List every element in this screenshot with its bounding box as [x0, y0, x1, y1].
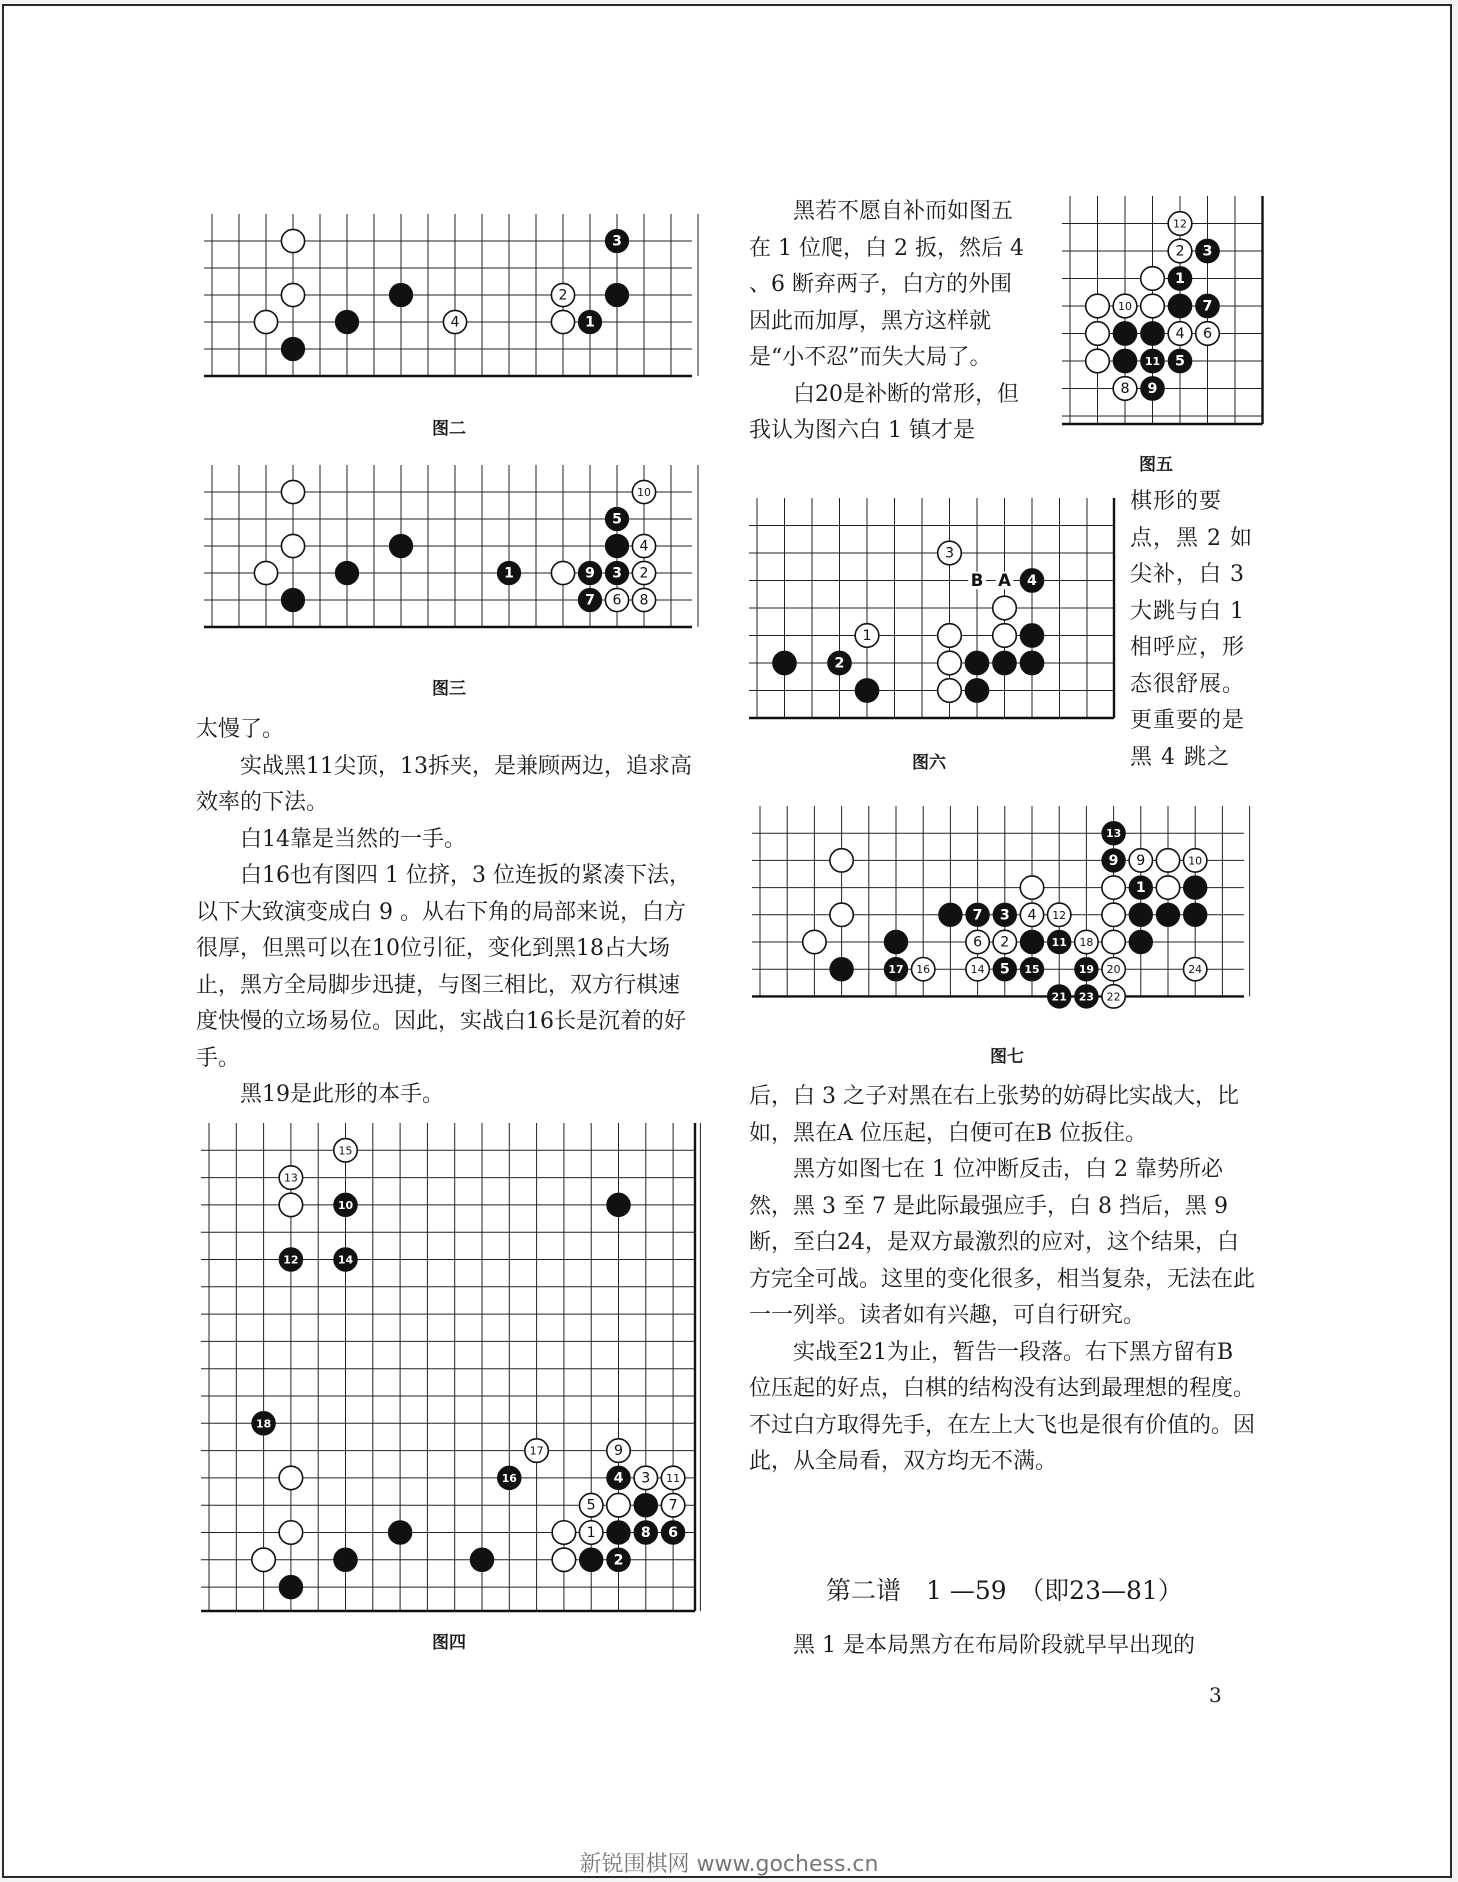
black-stone [1168, 267, 1192, 291]
black-stone [1102, 822, 1125, 845]
white-stone [525, 1439, 548, 1462]
move-number: 23 [1078, 990, 1094, 1004]
black-stone [1102, 849, 1125, 872]
white-stone [279, 1521, 302, 1544]
section-heading: 第二谱 1 —59 （即23—81） [826, 1576, 1183, 1605]
white-stone [254, 561, 277, 584]
white-stone [966, 958, 989, 981]
black-stone [334, 1193, 357, 1216]
white-stone [830, 849, 853, 872]
book-page [2, 4, 1452, 1878]
black-stone [605, 229, 628, 252]
white-stone [579, 1493, 602, 1516]
fig6-caption: 图六 [912, 753, 946, 773]
move-number: 2 [613, 1552, 624, 1569]
right-text-narrow [1130, 484, 1258, 776]
black-stone [578, 561, 601, 584]
white-stone [605, 588, 628, 611]
black-stone [1020, 569, 1044, 593]
fig4-caption: 图四 [432, 1633, 466, 1653]
move-number: 8 [640, 1525, 651, 1541]
move-number: 5 [612, 511, 622, 528]
white-stone [1156, 876, 1179, 899]
white-stone [279, 1466, 302, 1489]
move-number: 12 [283, 1253, 299, 1267]
move-number: 2 [834, 655, 845, 672]
white-stone [1129, 849, 1152, 872]
black-stone [1141, 377, 1165, 401]
go-diagram-fig5 [1062, 196, 1274, 428]
white-stone [551, 283, 574, 306]
move-number: 5 [999, 961, 1010, 978]
move-number: 4 [1027, 907, 1037, 924]
right-text-end [749, 1628, 1257, 1665]
black-stone [939, 903, 962, 926]
black-stone [579, 1548, 602, 1571]
move-number: 17 [888, 963, 904, 977]
white-stone [552, 1521, 575, 1544]
move-number: 17 [529, 1444, 544, 1458]
white-stone [1102, 876, 1125, 899]
black-stone [965, 651, 989, 675]
move-number: 4 [639, 538, 649, 555]
black-stone [1020, 624, 1044, 648]
white-stone [334, 1139, 357, 1162]
move-number: 8 [1120, 381, 1130, 397]
white-stone [607, 1439, 630, 1462]
white-stone [552, 1548, 575, 1571]
paragraph: 白14靠是当然的一手。 [240, 826, 466, 852]
move-number: 6 [1202, 326, 1213, 342]
paragraph: 黑若不愿自补而如图五在 1 位爬，白 2 扳，然后 4 、6 断弃两子，白方的外围因此而加厚，黑方这样就是“小不忍”而失大局了。 [749, 199, 1024, 370]
black-stone [1141, 322, 1165, 346]
black-stone [1048, 985, 1071, 1008]
move-number: 9 [1108, 852, 1119, 869]
white-stone [1184, 958, 1207, 981]
white-stone [252, 1548, 275, 1571]
move-number: 11 [666, 1471, 681, 1485]
white-stone [281, 480, 304, 503]
black-stone [607, 1193, 630, 1216]
move-number: 20 [1106, 963, 1121, 977]
move-number: 18 [256, 1417, 272, 1431]
go-diagram-fig7 [752, 806, 1246, 1024]
white-stone [281, 229, 304, 252]
fig5-caption: 图五 [1139, 455, 1173, 475]
white-stone [1075, 930, 1098, 953]
black-stone [279, 1248, 302, 1271]
board-label: B [970, 571, 984, 590]
move-number: 22 [1106, 990, 1121, 1004]
move-number: 4 [613, 1470, 624, 1487]
paragraph: 实战黑11尖顶，13拆夹，是兼顾两边，追求高效率的下法。 [196, 753, 692, 815]
white-stone [1184, 849, 1207, 872]
black-stone [966, 903, 989, 926]
paragraph: 棋形的要点，黑 2 如尖补，白 3 大跳与白 1 相呼应，形态很舒展。更重要的是黑 4 跳之 [1130, 489, 1253, 770]
move-number: 9 [1147, 381, 1158, 397]
white-stone [1020, 903, 1043, 926]
move-number: 1 [504, 565, 514, 582]
white-stone [1141, 294, 1165, 318]
white-stone [634, 1466, 657, 1489]
move-number: 3 [612, 233, 622, 250]
right-text-lower [749, 1079, 1257, 1481]
black-stone [634, 1521, 657, 1544]
move-number: 14 [337, 1253, 354, 1267]
move-number: 4 [1175, 326, 1185, 342]
move-number: 15 [1024, 963, 1040, 977]
black-stone [605, 534, 628, 557]
white-stone [1086, 349, 1110, 373]
black-stone [389, 534, 412, 557]
go-diagram-fig2 [204, 214, 694, 394]
black-stone [470, 1548, 493, 1571]
move-number: 12 [1052, 908, 1067, 922]
right-text-top [749, 194, 1029, 450]
move-number: 13 [1106, 827, 1122, 841]
white-stone [632, 561, 655, 584]
black-stone [607, 1548, 630, 1571]
white-stone [1196, 322, 1220, 346]
black-stone [281, 588, 304, 611]
white-stone [661, 1493, 684, 1516]
black-stone [389, 283, 412, 306]
black-stone [1075, 985, 1098, 1008]
black-stone [1020, 958, 1043, 981]
move-number: 1 [1175, 271, 1185, 287]
move-number: 2 [558, 287, 568, 304]
white-stone [938, 679, 962, 703]
move-number: 1 [586, 1525, 596, 1541]
black-stone [634, 1493, 657, 1516]
move-number: 10 [337, 1198, 354, 1212]
black-stone [607, 1466, 630, 1489]
white-stone [1141, 267, 1165, 291]
fig2-caption: 图二 [432, 419, 466, 439]
white-stone [938, 624, 962, 648]
white-stone [1168, 239, 1192, 263]
move-number: 3 [1202, 243, 1213, 260]
white-stone [1113, 294, 1137, 318]
move-number: 3 [612, 565, 622, 582]
black-stone [578, 310, 601, 333]
black-stone [830, 958, 853, 981]
black-stone [335, 310, 358, 333]
white-stone [279, 1166, 302, 1189]
paragraph: 黑 1 是本局黑方在布局阶段就早早出现的 [793, 1633, 1195, 1658]
black-stone [1141, 349, 1165, 373]
black-stone [1129, 930, 1152, 953]
paragraph: 白20是补断的常形，但我认为图六白 1 镇才是 [749, 381, 1019, 443]
black-stone [855, 679, 879, 703]
move-number: 16 [501, 1471, 517, 1485]
black-stone [1168, 349, 1192, 373]
page-number: 3 [1209, 1683, 1222, 1707]
move-number: 3 [999, 907, 1010, 924]
move-number: 5 [586, 1497, 596, 1514]
black-stone [1184, 876, 1207, 899]
go-diagram-fig3 [204, 465, 694, 645]
black-stone [828, 651, 852, 675]
white-stone [993, 596, 1017, 620]
paragraph: 实战至21为止，暂告一段落。右下黑方留有B 位压起的好点，白棋的结构没有达到最理想的程度。不过白方取得先手，在左上大飞也是很有价值的。因此，从全局看，双方均无不满。 [749, 1339, 1256, 1474]
black-stone [661, 1521, 684, 1544]
white-stone [1020, 876, 1043, 899]
white-stone [1156, 849, 1179, 872]
white-stone [1086, 322, 1110, 346]
white-stone [1102, 958, 1125, 981]
move-number: 7 [585, 592, 595, 609]
fig7-caption: 图七 [990, 1047, 1024, 1067]
black-stone [1129, 876, 1152, 899]
move-number: 6 [612, 592, 622, 609]
black-stone [1020, 651, 1044, 675]
white-stone [281, 283, 304, 306]
white-stone [632, 588, 655, 611]
paragraph: 后，白 3 之子对黑在右上张势的妨碍比实战大，比如，黑在A 位压起，白便可在B 位扳住。 [749, 1084, 1239, 1146]
white-stone [993, 930, 1016, 953]
black-stone [605, 561, 628, 584]
black-stone [605, 283, 628, 306]
move-number: 10 [1118, 300, 1132, 313]
paragraph: 太慢了。 [196, 717, 285, 742]
black-stone [884, 930, 907, 953]
white-stone [1113, 377, 1137, 401]
move-number: 8 [639, 592, 649, 609]
white-stone [632, 534, 655, 557]
white-stone [551, 310, 574, 333]
white-stone [803, 930, 826, 953]
black-stone [1196, 294, 1220, 318]
black-stone [279, 1575, 302, 1598]
move-number: 1 [1135, 880, 1146, 897]
move-number: 4 [450, 314, 460, 331]
black-stone [607, 1521, 630, 1544]
black-stone [335, 561, 358, 584]
black-stone [1168, 294, 1192, 318]
white-stone [1102, 985, 1125, 1008]
black-stone [993, 903, 1016, 926]
paragraph: 黑19是此形的本手。 [240, 1082, 444, 1107]
black-stone [1075, 958, 1098, 981]
white-stone [938, 651, 962, 675]
white-stone [279, 1193, 302, 1216]
move-number: 3 [641, 1470, 651, 1487]
move-number: 15 [338, 1144, 353, 1158]
go-diagram-fig4 [201, 1123, 697, 1615]
white-stone [254, 310, 277, 333]
white-stone [1102, 903, 1125, 926]
left-text-column [196, 712, 701, 1114]
move-number: 2 [639, 565, 649, 582]
move-number: 7 [668, 1497, 678, 1514]
move-number: 6 [973, 934, 983, 951]
black-stone [605, 507, 628, 530]
black-stone [1196, 239, 1220, 263]
move-number: 1 [585, 314, 595, 331]
watermark-footer: 新锐围棋网 www.gochess.cn [579, 1852, 879, 1877]
move-number: 11 [1144, 355, 1161, 368]
black-stone [281, 337, 304, 360]
black-stone [252, 1412, 275, 1435]
fig3-caption: 图三 [432, 679, 466, 699]
move-number: 7 [1202, 298, 1213, 315]
move-number: 3 [944, 545, 955, 562]
white-stone [912, 958, 935, 981]
black-stone [1020, 930, 1043, 953]
board-label: A [998, 571, 1011, 590]
white-stone [551, 561, 574, 584]
move-number: 6 [668, 1525, 679, 1541]
move-number: 11 [1051, 936, 1067, 949]
black-stone [388, 1521, 411, 1544]
black-stone [1156, 903, 1179, 926]
black-stone [1113, 349, 1137, 373]
white-stone [1168, 212, 1192, 236]
white-stone [281, 534, 304, 557]
white-stone [855, 624, 879, 648]
move-number: 24 [1188, 963, 1203, 977]
move-number: 9 [613, 1443, 624, 1460]
black-stone [1113, 322, 1137, 346]
move-number: 4 [1027, 573, 1037, 589]
move-number: 14 [970, 963, 985, 977]
move-number: 12 [1173, 217, 1187, 231]
move-number: 9 [585, 565, 595, 582]
move-number: 16 [916, 963, 931, 977]
black-stone [498, 1466, 521, 1489]
black-stone [993, 958, 1016, 981]
move-number: 18 [1079, 936, 1094, 949]
board-grid [749, 498, 1115, 718]
black-stone [334, 1248, 357, 1271]
move-number: 13 [283, 1171, 298, 1185]
white-stone [443, 310, 466, 333]
move-number: 1 [862, 628, 872, 644]
paragraph: 白16也有图四 1 位挤，3 位连扳的紧凑下法，以下大致演变成白 9 。从右下角的局部来说，白方很厚，但黑可以在10位引征，变化到黑18占大场止，黑方全局脚步迅捷，与图三相比，双方行棋速度快慢的立场易位。因此，实战白16长是沉着的好手。 [196, 863, 691, 1071]
white-stone [993, 624, 1017, 648]
black-stone [497, 561, 520, 584]
white-stone [966, 930, 989, 953]
move-number: 21 [1051, 990, 1067, 1004]
black-stone [578, 588, 601, 611]
move-number: 9 [1136, 852, 1146, 869]
black-stone [1048, 930, 1071, 953]
white-stone [1168, 322, 1192, 346]
black-stone [334, 1548, 357, 1571]
white-stone [830, 903, 853, 926]
white-stone [661, 1466, 684, 1489]
black-stone [1129, 903, 1152, 926]
black-stone [884, 958, 907, 981]
move-number: 10 [637, 486, 651, 499]
black-stone [773, 651, 797, 675]
white-stone [938, 541, 962, 565]
white-stone [607, 1493, 630, 1516]
black-stone [993, 651, 1017, 675]
move-number: 2 [1000, 934, 1010, 951]
move-number: 7 [972, 907, 983, 924]
black-stone [1184, 903, 1207, 926]
go-diagram-fig6 [749, 498, 1116, 730]
white-stone [632, 480, 655, 503]
move-number: 10 [1188, 854, 1203, 868]
move-number: 19 [1078, 963, 1094, 977]
white-stone [1102, 930, 1125, 953]
white-stone [1086, 294, 1110, 318]
move-number: 5 [1175, 353, 1185, 370]
move-number: 2 [1175, 243, 1185, 260]
black-stone [965, 679, 989, 703]
white-stone [1048, 903, 1071, 926]
paragraph: 黑方如图七在 1 位冲断反击，白 2 靠势所必然，黑 3 至 7 是此际最强应手，白 8 挡后，黑 9 断，至白24，是双方最激烈的应对，这个结果，白方完全可战。这里的变化很多，相当复杂，无法在此一一列举。读者如有兴趣，可自行研究。 [749, 1157, 1256, 1328]
white-stone [579, 1521, 602, 1544]
